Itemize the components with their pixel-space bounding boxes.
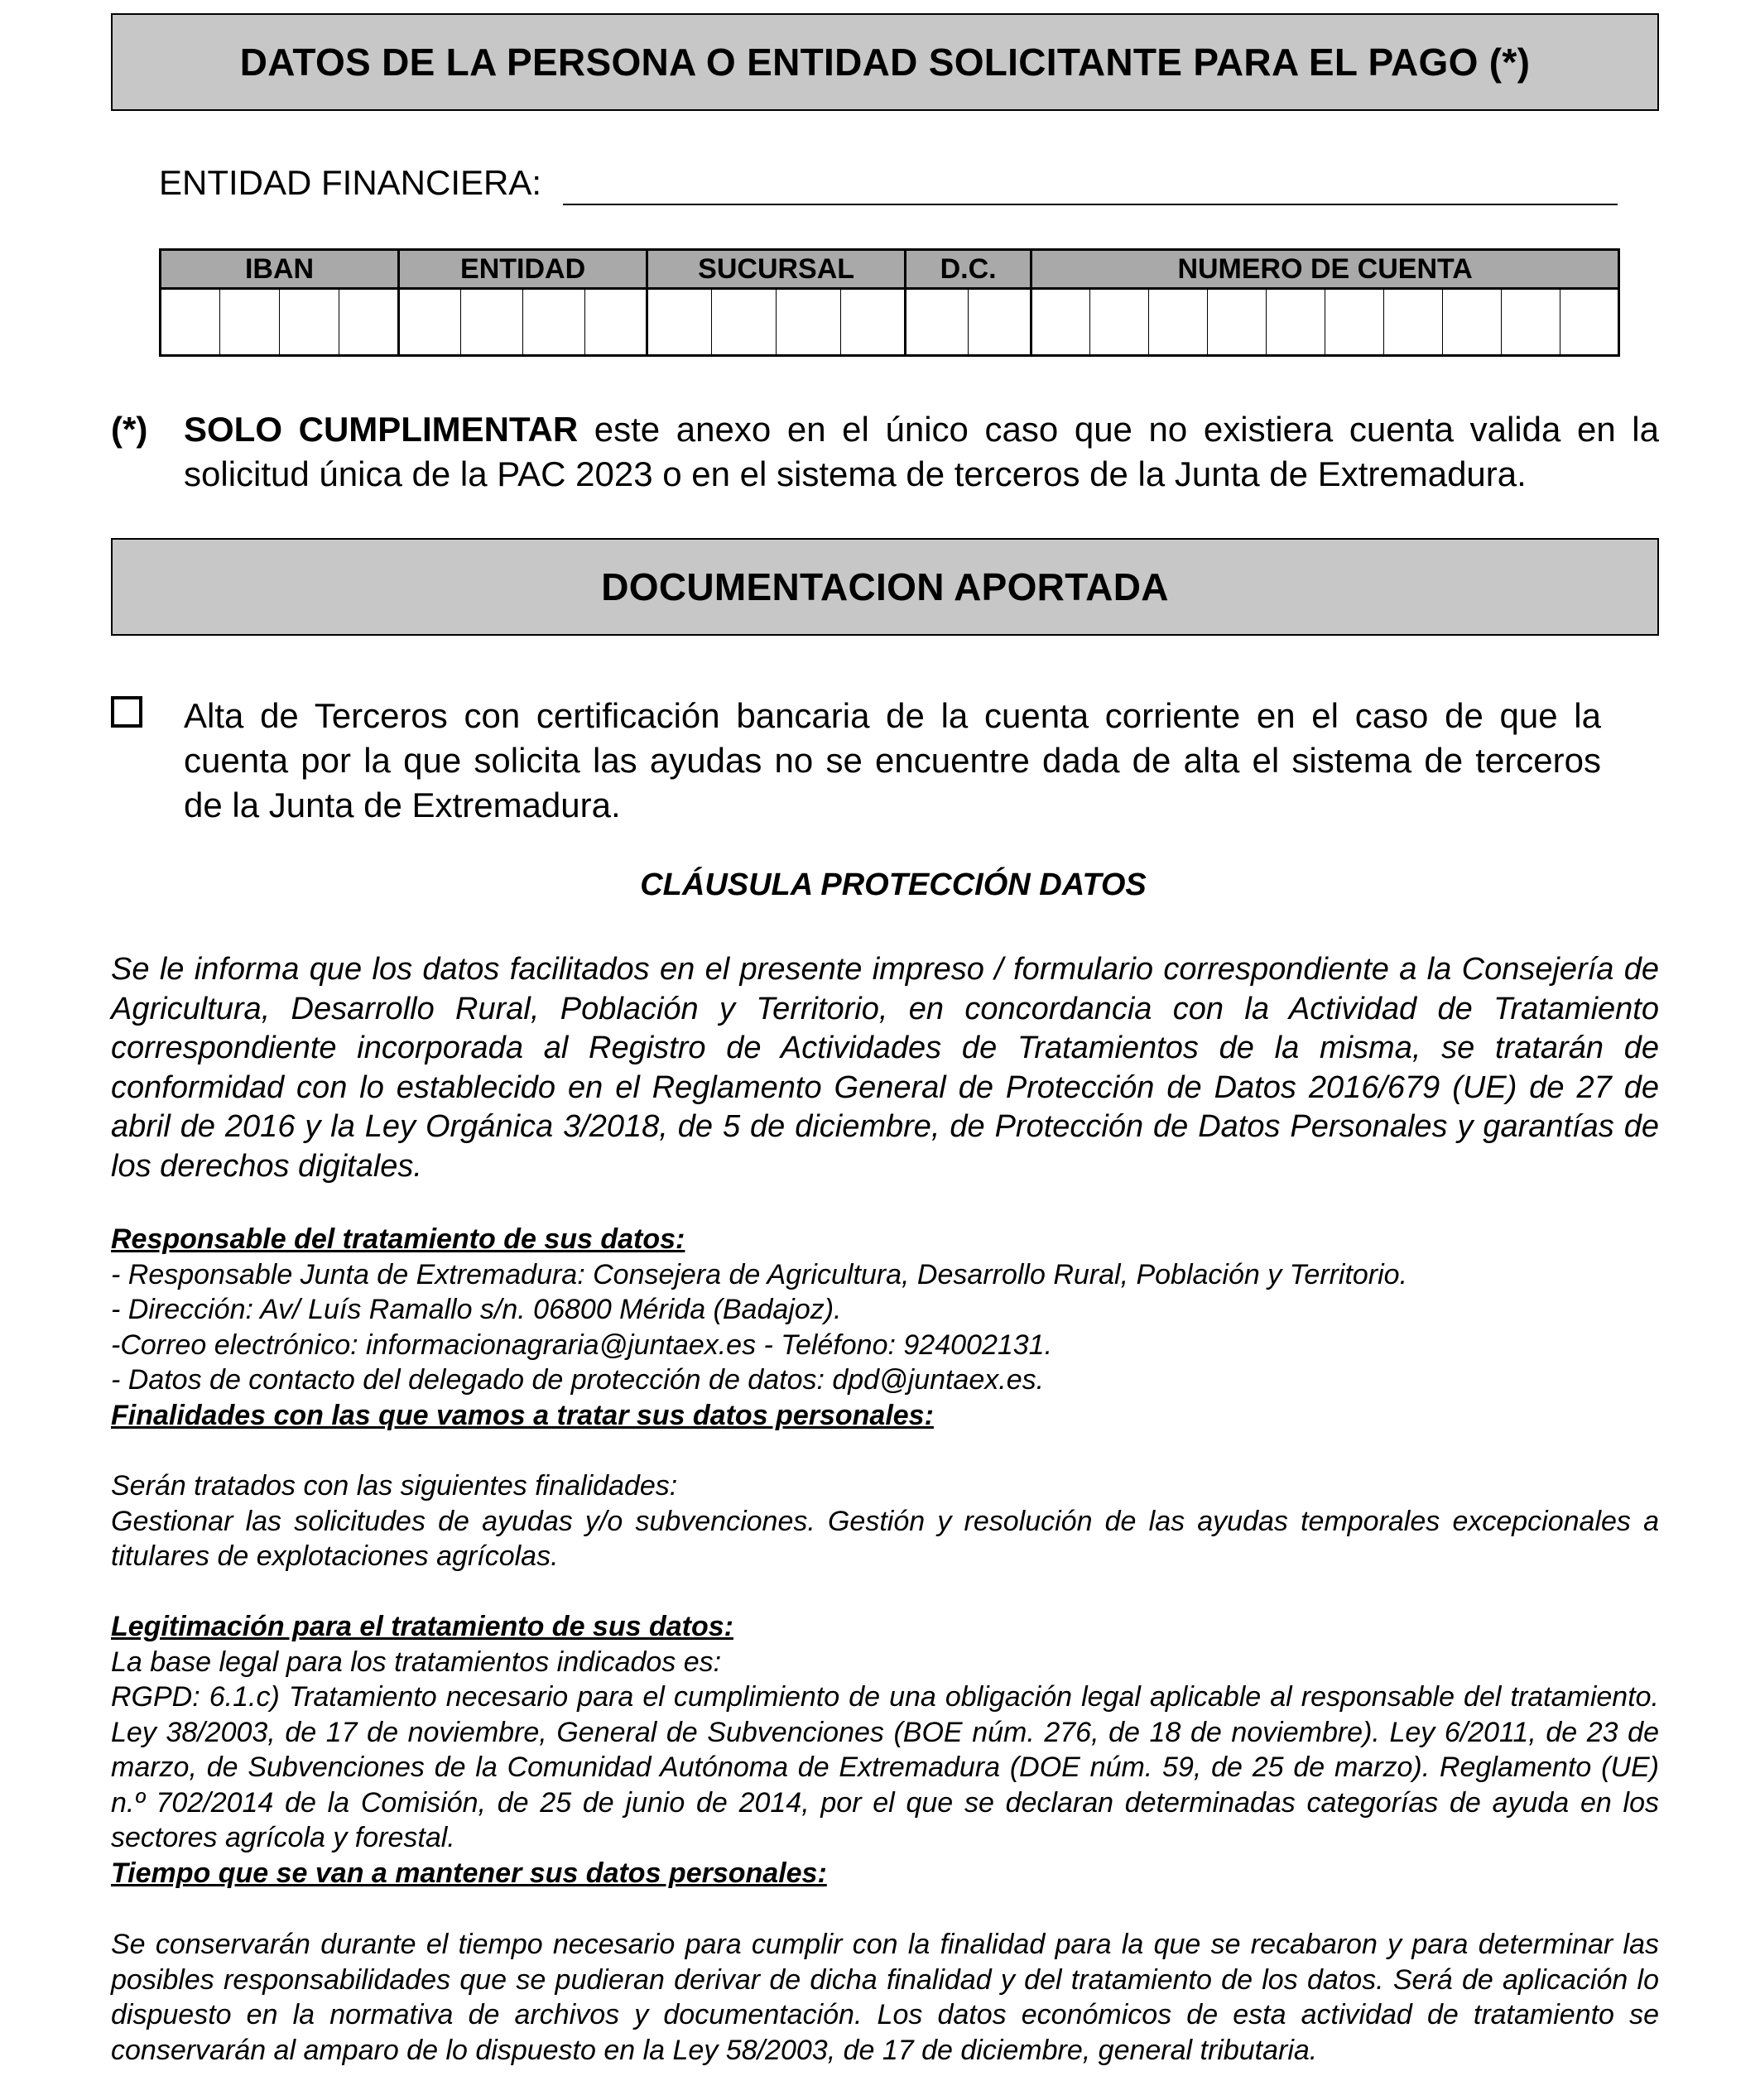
iban-digit-cell[interactable] [280,289,339,356]
section-title-datos-solicitante: DATOS DE LA PERSONA O ENTIDAD SOLICITANTE PARA EL PAGO (*) [111,13,1659,111]
col-iban: IBAN [161,250,399,289]
cuenta-digit-cell[interactable] [1149,289,1208,356]
cuenta-digit-cell[interactable] [1325,289,1384,356]
sucursal-digit-cell[interactable] [712,289,777,356]
cuenta-digit-cell[interactable] [1267,289,1325,356]
note-bold: SOLO CUMPLIMENTAR [184,410,579,449]
bank-header-row [161,250,1619,289]
finalidades-intro: Serán tratados con las siguientes finalidades: [111,1470,678,1502]
responsable-section [111,1222,1659,1433]
clausula-title: CLÁUSULA PROTECCIÓN DATOS [640,867,1147,902]
finalidades-text: Gestionar las solicitudes de ayudas y/o subvenciones. Gestión y resolución de las ayudas temporales excepcionales a titulares de explotaciones agrícolas. [111,1505,1659,1572]
entidad-digit-cell[interactable] [585,289,647,356]
cuenta-digit-cell[interactable] [1560,289,1619,356]
responsable-line: - Responsable Junta de Extremadura: Consejera de Agricultura, Desarrollo Rural, Población y Territorio. [111,1258,1408,1290]
alta-terceros-checkbox[interactable] [111,696,142,728]
iban-digit-cell[interactable] [339,289,399,356]
entidad-digit-cell[interactable] [399,289,461,356]
entidad-financiera-row [159,156,1618,205]
legitimacion-section [111,1609,1659,1891]
col-sucursal: SUCURSAL [647,250,906,289]
sucursal-digit-cell[interactable] [647,289,712,356]
entidad-financiera-field[interactable] [563,161,1618,205]
note-mark: (*) [111,410,148,449]
iban-digit-cell[interactable] [220,289,280,356]
finalidades-heading: Finalidades con las que vamos a tratar sus datos personales: [111,1399,934,1431]
cuenta-digit-cell[interactable] [1031,289,1090,356]
checkbox-alta-terceros-row [111,694,1601,828]
sucursal-digit-cell[interactable] [841,289,906,356]
tiempo-text: Se conservarán durante el tiempo necesario para cumplir con la finalidad para la que se recabaron y para determinar las posibles responsabilidades que se pudieran derivar de dicha finalidad y del tratamiento de los datos. Será de aplicación lo dispuesto en la normativa de archivos y documentación. Los datos económicos de esta actividad de tratamiento se conservarán al amparo de lo dispuesto en la Ley 58/2003, de 17 de diciembre, general tributaria. [111,1929,1659,2066]
entidad-digit-cell[interactable] [461,289,523,356]
legitimacion-text: RGPD: 6.1.c) Tratamiento necesario para el cumplimiento de una obligación legal aplicable al responsable del tratamiento. Ley 38/2003, de 17 de noviembre, General de Subvenciones (BOE núm. 276, de 18 de noviembre). Ley 6/2011, de 23 de marzo, de Subvenciones de la Comunidad Autónoma de Extremadura (DOE núm. 59, de 25 de marzo). Reglamento (UE) n.º 702/2014 de la Comisión, de 25 de junio de 2014, por el que se declaran determinadas categorías de ayuda en los sectores agrícola y forestal. [111,1681,1659,1853]
section-title-documentacion: DOCUMENTACION APORTADA [111,538,1659,636]
responsable-line: - Datos de contacto del delegado de protección de datos: dpd@juntaex.es. [111,1364,1045,1396]
entidad-financiera-label: ENTIDAD FINANCIERA: [159,163,542,202]
cuenta-digit-cell[interactable] [1384,289,1443,356]
col-numero-cuenta: NUMERO DE CUENTA [1031,250,1619,289]
finalidades-section [111,1468,1659,1574]
cuenta-digit-cell[interactable] [1208,289,1267,356]
iban-digit-cell[interactable] [161,289,220,356]
legitimacion-intro: La base legal para los tratamientos indicados es: [111,1646,722,1678]
entidad-digit-cell[interactable] [523,289,585,356]
note-solo-cumplimentar [111,407,1659,497]
clausula-intro: Se le informa que los datos facilitados en el presente impreso / formulario correspondiente a la Consejería de Agricultura, Desarrollo Rural, Población y Territorio, en concordancia con la Actividad de Tratamiento correspondiente incorporada al Registro de Actividades de Tratamientos de la misma, se tratarán de conformidad con lo establecido en el Reglamento General de Protección de Datos 2016/679 (UE) de 27 de abril de 2016 y la Ley Orgánica 3/2018, de 5 de diciembre, de Protección de Datos Personales y garantías de los derechos digitales. [111,952,1659,1184]
bank-account-table [159,248,1620,357]
legitimacion-heading: Legitimación para el tratamiento de sus datos: [111,1611,733,1642]
bank-input-row [161,289,1619,356]
dc-digit-cell[interactable] [969,289,1031,356]
responsable-heading: Responsable del tratamiento de sus datos: [111,1223,685,1255]
sucursal-digit-cell[interactable] [777,289,841,356]
responsable-line: - Dirección: Av/ Luís Ramallo s/n. 06800 Mérida (Badajoz). [111,1294,842,1325]
note-body [184,407,1659,497]
col-dc: D.C. [906,250,1031,289]
cuenta-digit-cell[interactable] [1502,289,1560,356]
responsable-line: -Correo electrónico: informacionagraria@juntaex.es - Teléfono: 924002131. [111,1329,1053,1361]
checkbox-label: Alta de Terceros con certificación bancaria de la cuenta corriente en el caso de que la cuenta por la que solicita las ayudas no se encuentre dada de alta el sistema de terceros de la Junta de Extremadura. [184,696,1601,824]
cuenta-digit-cell[interactable] [1090,289,1149,356]
dc-digit-cell[interactable] [906,289,969,356]
col-entidad: ENTIDAD [399,250,647,289]
cuenta-digit-cell[interactable] [1443,289,1502,356]
note-text: este anexo en el único caso que no existiera cuenta valida en la solicitud única de la PAC 2023 o en el sistema de terceros de la Junta de Extremadura. [184,410,1659,493]
tiempo-heading: Tiempo que se van a mantener sus datos personales: [111,1857,827,1889]
